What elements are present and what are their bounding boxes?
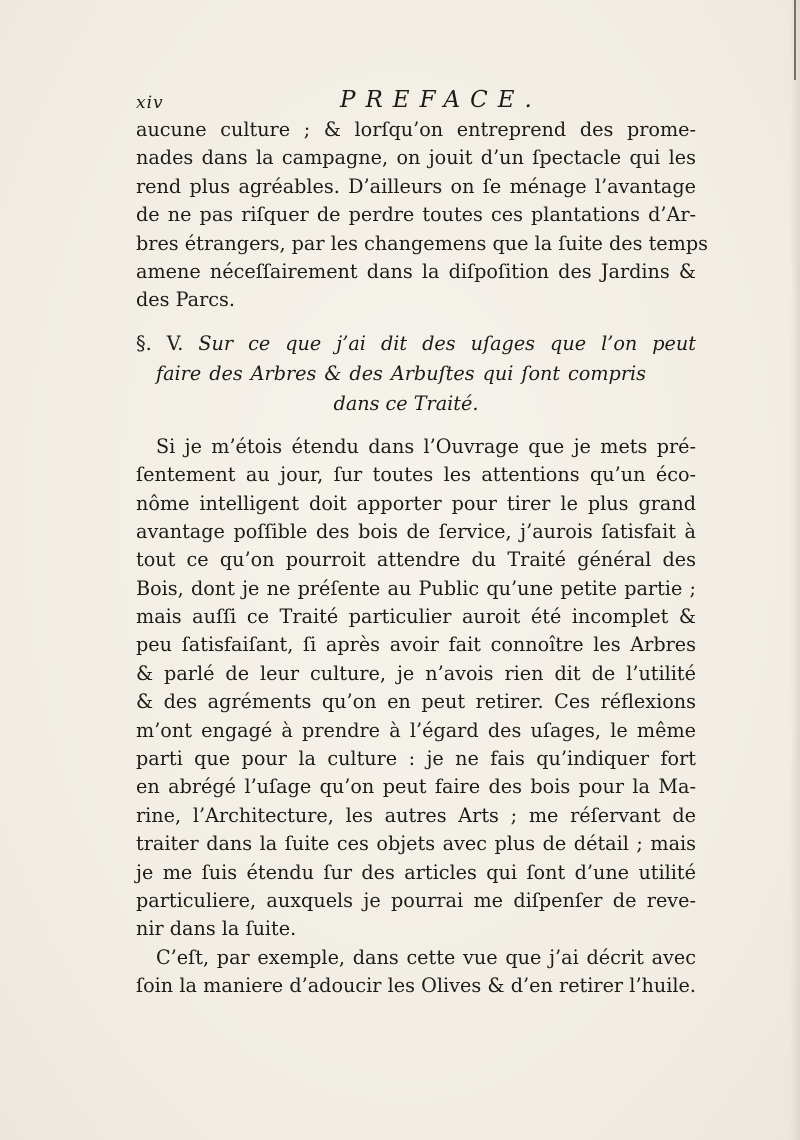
- text-line: & parlé de leur culture, je n’avois rien dit de l’utilité: [136, 661, 696, 685]
- text-line: aucune culture ; & lorſqu’on entreprend des prome-: [136, 118, 696, 141]
- section-title-line-3: dans ce Traité.: [333, 391, 479, 415]
- text-line: je me ſuis étendu ſur des articles qui ſont d’une utilité: [136, 860, 696, 884]
- text-line: nades dans la campagne, on jouit d’un ſpectacle qui les: [136, 146, 696, 170]
- text-line: nôme intelligent doit apporter pour tirer le plus grand: [136, 491, 696, 515]
- section-heading: [136, 329, 696, 419]
- text-line: C’eſt, par exemple, dans cette vue que j’ai décrit avec: [156, 945, 696, 969]
- running-head: PREFACE.: [340, 87, 542, 113]
- text-line: tout ce qu’on pourroit attendre du Traité général des: [136, 548, 696, 572]
- text-line: nir dans la ſuite.: [136, 917, 297, 941]
- text-line: ſoin la maniere d’adoucir les Olives & d’en retirer l’huile.: [136, 974, 696, 998]
- page-number: xiv: [136, 93, 164, 113]
- text-line: ſentement au jour, ſur toutes les attentions qu’un éco-: [136, 463, 696, 487]
- text-line: des Parcs.: [136, 288, 235, 312]
- text-line: avantage poſſible des bois de ſervice, j’aurois ſatisfait à: [136, 519, 696, 543]
- text-line: & des agréments qu’on en peut retirer. Ces réflexions: [136, 690, 696, 714]
- text-line: rine, l’Architecture, les autres Arts ; me réſervant de: [136, 803, 696, 827]
- paragraph-1: [136, 116, 708, 315]
- text-line: de ne pas riſquer de perdre toutes ces plantations d’Ar-: [136, 203, 696, 227]
- text-line: amene néceſſairement dans la diſpoſition des Jardins &: [136, 259, 696, 283]
- paragraph-3: [136, 944, 696, 1001]
- text-line: traiter dans la ſuite ces objets avec plus de détail ; mais: [136, 832, 696, 856]
- page-edge-shadow: [790, 0, 800, 1140]
- text-line: Si je m’étois étendu dans l’Ouvrage que je mets pré-: [156, 434, 696, 458]
- text-line: m’ont engagé à prendre à l’égard des uſages, le même: [136, 718, 696, 742]
- paragraph-2: [136, 433, 696, 944]
- text-line: peu ſatisfaiſant, ſi après avoir fait connoître les Arbres: [136, 633, 696, 657]
- text-line: bres étrangers, par les changemens que la ſuite des temps: [136, 231, 708, 255]
- text-line: en abrégé l’uſage qu’on peut faire des bois pour la Ma-: [136, 775, 696, 799]
- text-block: [136, 116, 708, 1001]
- text-line: particuliere, auxquels je pourrai me diſpenſer de reve-: [136, 888, 696, 912]
- text-line: parti que pour la culture : je ne fais qu’indiquer fort: [136, 747, 696, 771]
- page-edge-mark: [794, 0, 796, 80]
- section-heading-line: [136, 329, 696, 359]
- text-line: Bois, dont je ne préſente au Public qu’une petite partie ;: [136, 576, 696, 600]
- section-title-line-1: Sur ce que j’ai dit des uſages que l’on peut: [198, 331, 696, 355]
- text-line: rend plus agréables. D’ailleurs on ſe ménage l’avantage: [136, 174, 696, 198]
- section-number: §. V.: [136, 331, 184, 355]
- section-title-line-2: faire des Arbres & des Arbuſtes qui ſont compris: [156, 361, 646, 385]
- text-line: mais auſſi ce Traité particulier auroit été incomplet &: [136, 605, 696, 629]
